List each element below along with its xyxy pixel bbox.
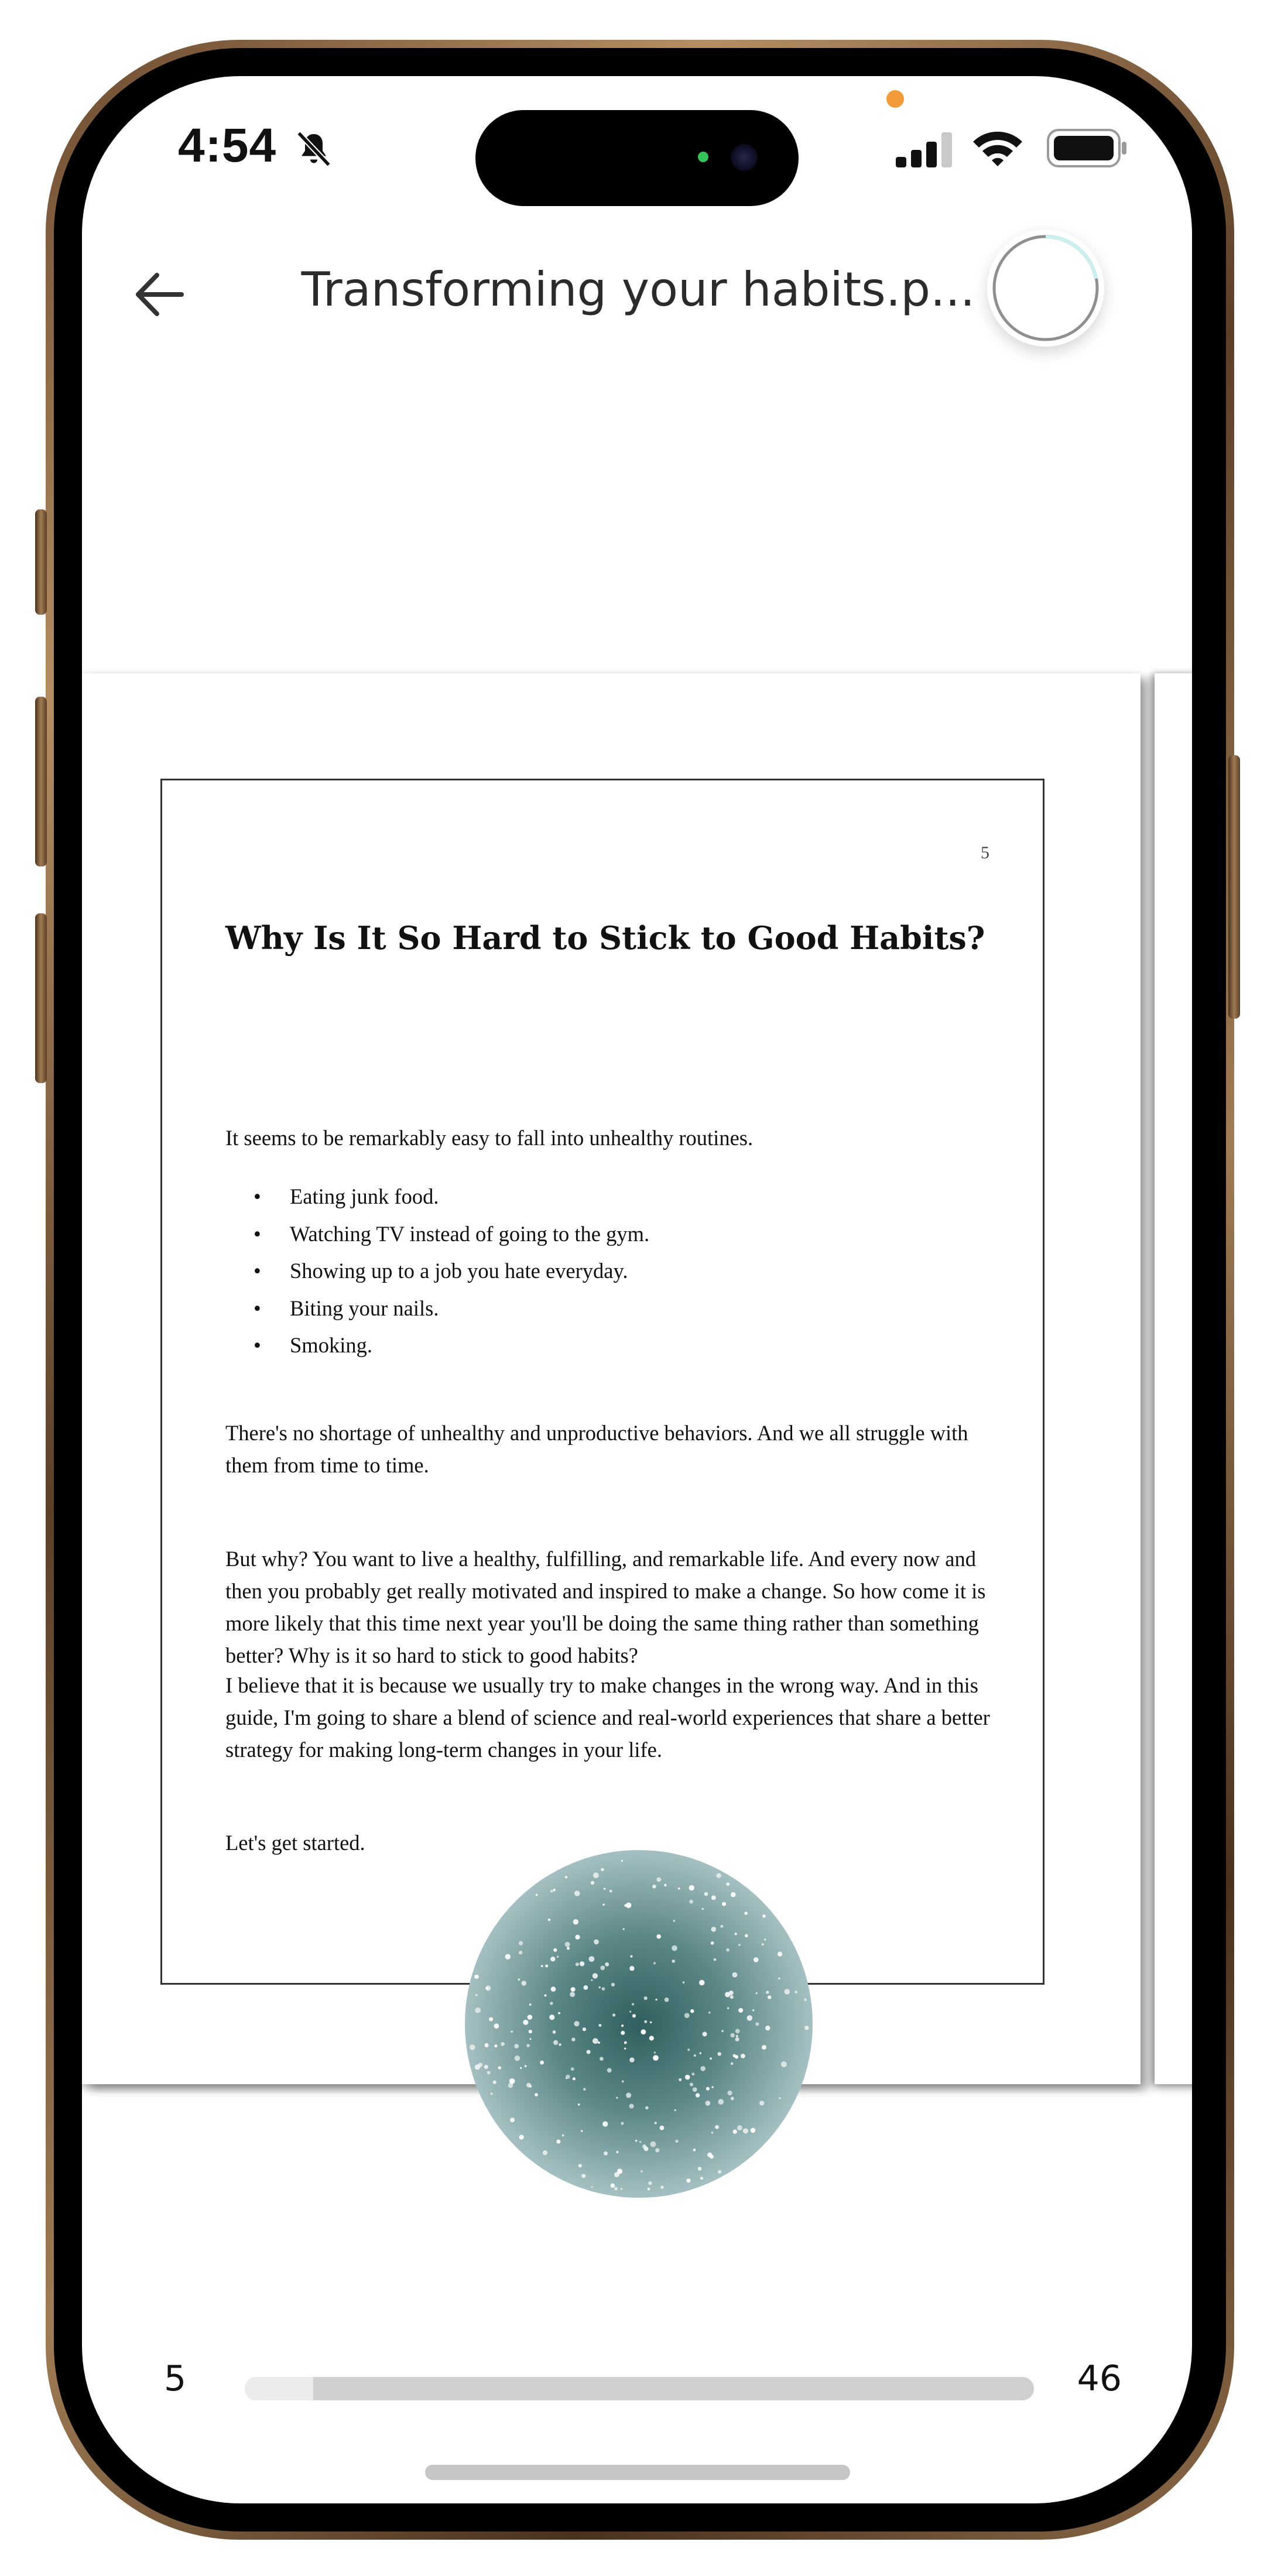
intro-paragraph: It seems to be remarkably easy to fall into unhealthy routines. <box>225 1126 754 1150</box>
front-camera-icon <box>731 144 758 171</box>
list-item: • Showing up to a job you hate everyday. <box>254 1259 628 1283</box>
sparkle-dot <box>678 1888 680 1890</box>
sparkle-dot <box>735 2029 740 2033</box>
sparkle-dot <box>629 2010 631 2012</box>
sparkle-dot <box>650 2142 656 2147</box>
sparkle-dot <box>762 2045 766 2050</box>
sparkle-dot <box>706 2101 711 2106</box>
sparkle-dot <box>702 1908 704 1910</box>
sparkle-dot <box>711 2086 714 2088</box>
sparkle-dot <box>551 1986 556 1992</box>
sparkle-dot <box>700 2052 702 2054</box>
sparkle-dot <box>686 2178 690 2183</box>
sparkle-dot <box>706 2087 710 2091</box>
sparkle-dot <box>549 2015 554 2020</box>
sparkle-dot <box>716 1873 721 1878</box>
sparkle-dot <box>778 1978 780 1980</box>
sparkle-dot <box>559 2043 561 2046</box>
sparkle-dot <box>653 2055 659 2061</box>
sparkle-dot <box>736 2035 738 2037</box>
sparkle-dot <box>762 1914 766 1918</box>
sparkle-dot <box>571 2067 574 2071</box>
sparkle-dot <box>505 1954 511 1960</box>
sparkle-dot <box>679 2078 681 2081</box>
sparkle-dot <box>621 2122 624 2125</box>
sparkle-dot <box>562 2135 564 2137</box>
body-paragraph: There's no shortage of unhealthy and unproductive behaviors. And we all struggle with them from time to time. <box>225 1421 968 1477</box>
sparkle-dot <box>691 2073 694 2075</box>
sparkle-dot <box>626 2092 631 2098</box>
sparkle-dot <box>779 2097 781 2099</box>
chapter-heading: Why Is It So Hard to Stick to Good Habits? <box>225 919 985 957</box>
sparkle-dot <box>614 2172 619 2177</box>
sparkle-dot <box>584 1985 588 1990</box>
sparkle-dot <box>578 2164 582 2167</box>
sparkle-dot <box>655 1999 657 2000</box>
sparkle-dot <box>478 2063 483 2067</box>
sparkle-dot <box>738 1944 741 1946</box>
sparkle-dot <box>550 2002 553 2005</box>
sparkle-dot <box>689 1885 694 1890</box>
loading-ring-icon <box>987 229 1104 347</box>
body-paragraph: I believe that it is because we usually try to make changes in the wrong way. And in this guide, I'm going to share a blend of science and real-world experiences that share a better strategy for making long-term changes in your life. <box>225 1673 990 1762</box>
sparkle-dot <box>689 1900 693 1904</box>
sparkle-dot <box>655 2122 657 2124</box>
sparkle-dot <box>759 2101 764 2105</box>
bell-slash-icon <box>293 129 335 171</box>
sparkle-dot <box>766 1991 769 1993</box>
sparkle-dot <box>548 1919 550 1921</box>
sparkle-dot <box>765 2026 770 2030</box>
sparkle-dot <box>721 2030 724 2032</box>
cellular-signal-icon <box>896 132 954 170</box>
sparkle-dot <box>510 2118 515 2122</box>
sparkle-dot <box>491 2092 493 2095</box>
sparkle-dot <box>600 1965 605 1970</box>
sparkle-dot <box>541 1965 543 1967</box>
sparkle-dot <box>536 1894 538 1896</box>
sparkle-dot <box>550 1890 553 1893</box>
sparkle-dot <box>621 2188 622 2190</box>
document-title: Transforming your habits.p... <box>301 262 975 317</box>
sparkle-dot <box>751 2128 756 2133</box>
sparkle-dot <box>566 2075 570 2079</box>
sparkle-dot <box>616 2097 618 2099</box>
sparkle-dot <box>598 2041 600 2044</box>
sparkle-dot <box>649 2036 654 2040</box>
sparkle-dot <box>731 2063 734 2065</box>
sparkle-dot <box>690 2009 694 2013</box>
sparkle-dot <box>693 2149 696 2152</box>
sparkle-dot <box>664 1884 666 1886</box>
sparkle-dot <box>621 2031 625 2035</box>
sparkle-dot <box>718 2170 721 2174</box>
sparkle-dot <box>738 2008 743 2013</box>
sparkle-dot <box>508 2083 513 2088</box>
sparkle-dot <box>553 1948 557 1952</box>
sparkle-dot <box>672 1945 677 1951</box>
sparkle-dot <box>804 2026 809 2030</box>
orb-sparkles <box>465 1850 813 2198</box>
sparkle-dot <box>611 2183 615 2187</box>
sparkle-dot <box>718 2052 721 2056</box>
sparkle-dot <box>511 2030 513 2033</box>
sparkle-dot <box>485 1987 488 1990</box>
sparkle-dot <box>573 1919 578 1924</box>
sparkle-dot <box>743 2128 748 2133</box>
sparkle-dot <box>735 1933 737 1935</box>
sparkle-dot <box>732 1972 738 1978</box>
sparkle-dot <box>690 2082 693 2086</box>
home-indicator[interactable] <box>425 2465 850 2480</box>
sparkle-dot <box>731 1892 736 1897</box>
sparkle-dot <box>711 1896 716 1900</box>
sparkle-dot <box>785 1989 790 1995</box>
sparkle-dot <box>730 1995 734 1999</box>
sparkle-dot <box>648 2181 652 2185</box>
sparkle-dot <box>704 1892 708 1896</box>
sparkle-dot <box>489 2017 493 2022</box>
microphone-indicator-icon <box>886 90 904 108</box>
sparkle-dot <box>593 1872 599 1878</box>
sparkle-dot <box>778 1952 782 1957</box>
sparkle-dot <box>583 2088 586 2091</box>
habit-list <box>225 1178 987 1364</box>
sparkle-dot <box>653 1962 656 1964</box>
sparkle-dot <box>591 1979 593 1981</box>
sparkle-dot <box>589 1956 595 1962</box>
sparkle-dot <box>684 2013 690 2018</box>
sparkle-dot <box>641 2170 643 2173</box>
sparkle-dot <box>693 2087 697 2092</box>
sparkle-dot <box>711 1941 714 1945</box>
sparkle-dot <box>544 1994 547 1996</box>
sparkle-dot <box>621 2025 624 2027</box>
sparkle-dot <box>581 2130 583 2132</box>
sparkle-dot <box>530 2038 532 2040</box>
arrow-left-icon <box>128 262 192 327</box>
sparkle-dot <box>581 2174 585 2178</box>
sparkle-dot <box>700 2177 703 2180</box>
sparkle-dot <box>607 2068 612 2073</box>
sparkle-dot <box>635 2140 638 2142</box>
sparkle-dot <box>768 1995 771 1999</box>
sparkle-dot <box>519 2135 524 2139</box>
sparkle-dot <box>514 2044 519 2049</box>
sparkle-dot <box>624 2041 627 2044</box>
sparkle-dot <box>553 2040 558 2045</box>
sparkle-dot <box>648 2188 650 2191</box>
volume-up-button <box>35 697 47 866</box>
sparkle-dot <box>711 1927 717 1932</box>
sparkle-dot <box>493 2081 496 2084</box>
sparkle-dot <box>602 1987 605 1991</box>
sparkle-dot <box>728 2091 732 2095</box>
sparkle-dot <box>587 2050 591 2054</box>
sparkle-dot <box>745 1934 748 1938</box>
sparkle-dot <box>794 1991 797 1993</box>
sparkle-dot <box>543 2150 547 2155</box>
sparkle-dot <box>645 2106 649 2110</box>
sparkle-dot <box>571 1987 576 1992</box>
sparkle-dot <box>755 2022 759 2026</box>
voice-assistant-orb[interactable] <box>465 1850 813 2198</box>
sparkle-dot <box>518 1978 520 1981</box>
sparkle-dot <box>556 2140 560 2144</box>
sparkle-dot <box>475 2008 481 2013</box>
sparkle-dot <box>553 1889 556 1892</box>
sparkle-dot <box>731 2033 735 2037</box>
sparkle-dot <box>752 2009 754 2011</box>
sparkle-dot <box>707 2153 712 2157</box>
sparkle-dot <box>520 2067 522 2069</box>
page-slider[interactable] <box>245 2377 1034 2400</box>
sparkle-dot <box>655 2148 659 2152</box>
sparkle-dot <box>580 1961 584 1966</box>
sparkle-dot <box>623 1928 625 1930</box>
sparkle-dot <box>594 1940 599 1945</box>
sparkle-dot <box>485 2043 489 2047</box>
sparkle-dot <box>494 2023 499 2029</box>
sparkle-dot <box>558 2012 560 2015</box>
sparkle-dot <box>553 2030 556 2034</box>
sparkle-dot <box>529 2003 532 2006</box>
sparkle-dot <box>575 1935 580 1940</box>
sparkle-dot <box>644 2020 647 2023</box>
sparkle-dot <box>535 2093 538 2097</box>
total-pages-label: 46 <box>1077 2358 1122 2399</box>
sparkle-dot <box>762 1943 764 1945</box>
sparkle-dot <box>574 1890 580 1896</box>
sparkle-dot <box>644 2147 649 2152</box>
list-item: • Watching TV instead of going to the gym. <box>254 1221 650 1246</box>
sparkle-dot <box>523 2020 528 2025</box>
sparkle-dot <box>729 1991 734 1995</box>
sparkle-dot <box>609 1890 612 1893</box>
sparkle-dot <box>526 2044 530 2047</box>
sparkle-dot <box>498 2066 501 2069</box>
page-slider-progress[interactable] <box>245 2377 313 2400</box>
sparkle-dot <box>714 1958 717 1961</box>
sparkle-dot <box>591 1881 594 1885</box>
body-paragraph: Let's get started. <box>225 1831 365 1855</box>
sparkle-dot <box>629 2057 634 2062</box>
sparkle-dot <box>674 2109 676 2111</box>
sparkle-dot <box>494 2044 497 2047</box>
current-page-label: 5 <box>164 2358 187 2399</box>
sparkle-dot <box>747 2015 753 2021</box>
sparkle-dot <box>687 2049 690 2051</box>
sparkle-dot <box>703 2032 707 2036</box>
sparkle-dot <box>624 2047 626 2049</box>
page-content-border <box>160 779 1044 1985</box>
sparkle-dot <box>672 1960 675 1962</box>
sparkle-dot <box>529 2085 532 2088</box>
sparkle-dot <box>722 1902 726 1906</box>
sparkle-dot <box>573 2077 576 2080</box>
sparkle-dot <box>616 2151 618 2153</box>
sparkle-dot <box>644 1996 648 2000</box>
sparkle-dot <box>519 1941 523 1945</box>
sparkle-dot <box>720 1925 723 1928</box>
sparkle-dot <box>733 2130 737 2134</box>
sparkle-dot <box>604 1888 605 1890</box>
sparkle-dot <box>525 2065 527 2067</box>
sparkle-dot <box>567 1947 570 1950</box>
sparkle-dot <box>639 2141 641 2143</box>
sparkle-dot <box>604 2152 608 2156</box>
sparkle-dot <box>764 1938 766 1940</box>
sparkle-dot <box>656 1934 661 1939</box>
sparkle-dot <box>601 1868 604 1871</box>
sparkle-dot <box>744 1912 748 1915</box>
sparkle-dot <box>621 1860 623 1862</box>
sparkle-dot <box>484 2065 488 2069</box>
sparkle-dot <box>470 2044 475 2050</box>
sparkle-dot <box>632 2014 636 2017</box>
sparkle-dot <box>656 1878 661 1882</box>
sparkle-dot <box>570 1992 575 1997</box>
sparkle-dot <box>501 2042 505 2046</box>
sparkle-dot <box>756 1992 758 1994</box>
sparkle-dot <box>650 2022 652 2024</box>
sparkle-dot <box>660 2186 663 2188</box>
sparkle-dot <box>515 2056 520 2061</box>
battery-icon <box>1047 129 1129 170</box>
sparkle-dot <box>614 2187 618 2191</box>
sparkle-dot <box>540 2061 544 2065</box>
sparkle-dot <box>557 1956 559 1958</box>
sparkle-dot <box>626 1903 632 1909</box>
sparkle-dot <box>696 2093 700 2097</box>
sparkle-dot <box>593 1973 598 1978</box>
sparkle-dot <box>522 1981 526 1985</box>
power-button <box>1228 755 1240 1019</box>
sparkle-dot <box>660 2126 665 2130</box>
sparkle-dot <box>487 2071 491 2074</box>
back-button[interactable] <box>128 262 192 327</box>
body-paragraph: But why? You want to live a healthy, fulfilling, and remarkable life. And every now and then you probably get really motivated and inspired to make a change. So how come it is more likely that this time next year you'll be doing the same thing rather than something better? Why is it so hard to stick to good habits? <box>225 1547 986 1667</box>
camera-indicator-icon <box>698 152 708 162</box>
sparkle-dot <box>602 2121 608 2126</box>
wifi-icon <box>971 128 1025 170</box>
sparkle-dot <box>598 2024 601 2027</box>
sparkle-dot <box>683 1981 685 1984</box>
sparkle-dot <box>698 2167 702 2171</box>
sparkle-dot <box>652 1885 656 1888</box>
sparkle-dot <box>612 2013 615 2016</box>
sparkle-dot <box>718 2099 724 2105</box>
sparkle-dot <box>611 1983 615 1986</box>
next-pdf-page-edge[interactable] <box>1155 673 1192 2084</box>
sparkle-dot <box>474 1975 478 1979</box>
action-button <box>35 509 47 615</box>
sparkle-dot <box>685 2075 690 2080</box>
sparkle-dot <box>710 2057 712 2060</box>
sparkle-dot <box>578 2104 580 2106</box>
sparkle-dot <box>700 2066 706 2071</box>
sparkle-dot <box>741 2054 745 2058</box>
sparkle-dot <box>731 2097 734 2100</box>
sparkle-dot <box>754 1957 759 1962</box>
list-item: • Eating junk food. <box>254 1184 439 1208</box>
screen <box>82 76 1192 2503</box>
sparkle-dot <box>591 2186 593 2188</box>
sparkle-dot <box>519 1951 522 1954</box>
sparkle-dot <box>571 2037 575 2041</box>
sparkle-dot <box>737 2125 742 2130</box>
sparkle-dot <box>631 1955 633 1958</box>
sparkle-dot <box>602 1904 605 1906</box>
sparkle-dot <box>605 1962 609 1967</box>
list-item: • Smoking. <box>254 1333 372 1357</box>
sparkle-dot <box>529 2030 532 2033</box>
sparkle-dot <box>629 1966 634 1971</box>
sparkle-dot <box>665 1998 669 2002</box>
sparkle-dot <box>727 2007 730 2009</box>
sparkle-dot <box>726 1948 730 1952</box>
pdf-page-number: 5 <box>981 843 989 862</box>
status-time: 4:54 <box>178 119 277 172</box>
sparkle-dot <box>629 2104 634 2108</box>
sparkle-dot <box>804 1998 807 2001</box>
sparkle-dot <box>528 2015 533 2020</box>
sparkle-dot <box>550 1957 555 1961</box>
sparkle-dot <box>565 1876 567 1878</box>
sparkle-dot <box>632 2003 634 2005</box>
sparkle-dot <box>699 1980 705 1986</box>
sparkle-dot <box>675 2140 678 2143</box>
sparkle-dot <box>715 2125 719 2129</box>
list-item: • Biting your nails. <box>254 1296 439 1320</box>
sparkle-dot <box>576 1962 579 1966</box>
sparkle-dot <box>545 1965 548 1968</box>
sparkle-dot <box>694 2054 696 2057</box>
sparkle-dot <box>673 1920 676 1922</box>
sparkle-dot <box>654 2051 656 2054</box>
sparkle-dot <box>593 2038 598 2044</box>
sparkle-dot <box>574 2021 579 2026</box>
sparkle-dot <box>735 2037 739 2041</box>
sparkle-dot <box>475 1994 478 1996</box>
sparkle-dot <box>733 2054 736 2057</box>
sparkle-dot <box>781 2061 787 2067</box>
sparkle-dot <box>598 1986 601 1989</box>
sparkle-dot <box>622 2080 624 2082</box>
sparkle-dot <box>583 2027 586 2031</box>
sparkle-dot <box>711 2132 714 2134</box>
sparkle-dot <box>600 2057 604 2061</box>
sparkle-dot <box>708 2012 711 2014</box>
sparkle-dot <box>726 1882 730 1886</box>
sparkle-dot <box>565 1942 570 1947</box>
volume-down-button <box>35 913 47 1083</box>
sparkle-dot <box>641 2029 646 2034</box>
